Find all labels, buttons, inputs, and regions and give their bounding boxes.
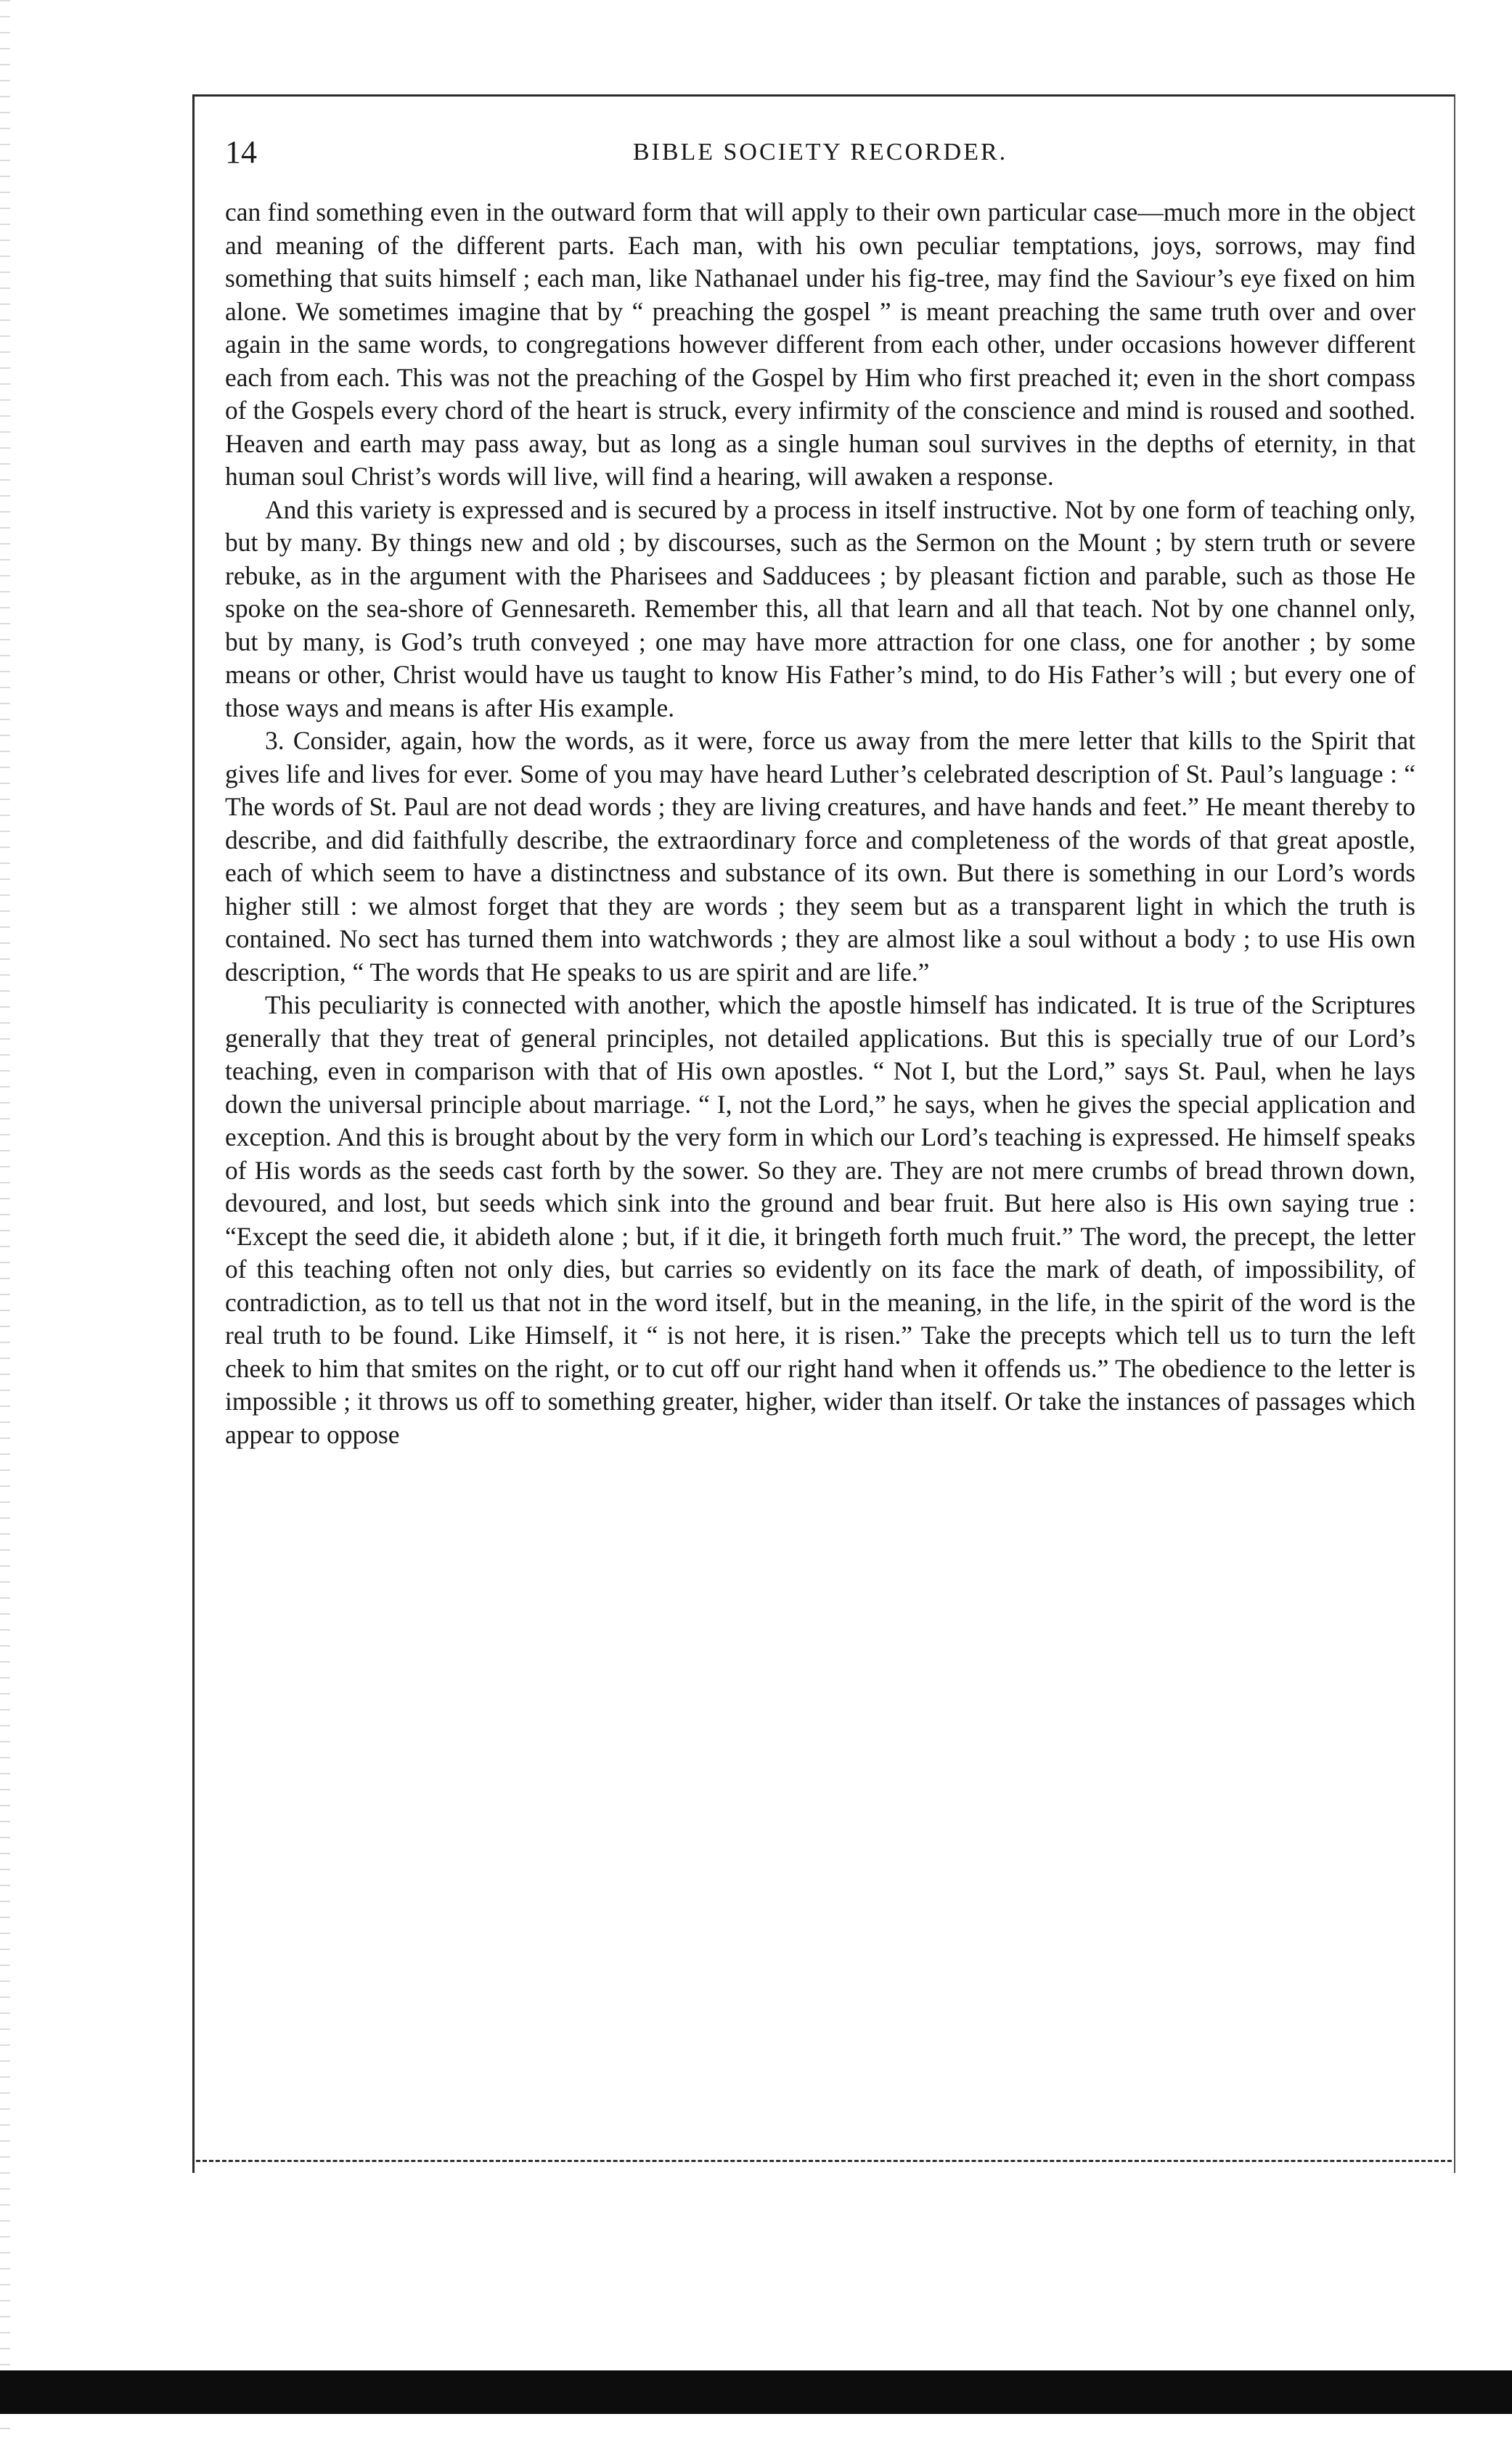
bottom-rule (196, 2160, 1452, 2162)
paragraph-variety: And this variety is expressed and is secured by a process in itself instructive. Not by one form of teaching only, but by many. By things new and old ; by discourses, such as the Sermon on the Mount ; by stern truth or severe rebuke, as in the argument with the Pharisees and Sadducees ; by pleasant fiction and parable, such as those He spoke on the sea-shore of Gennesareth. Remember this, all that learn and all that teach. Not by one channel only, but by many, is God’s truth conveyed ; one may have more attraction for one class, one for another ; by some means or other, Christ would have us taught to know His Father’s mind, to do His Father’s will ; but every one of those ways and means is after His example. (225, 494, 1415, 722)
paragraph-point-three: 3. Consider, again, how the words, as it were, force us away from the mere letter that kills to the Spirit that gives life and lives for ever. Some of you may have heard Luther’s celebrated description of St. Paul’s language : “ The words of St. Paul are not dead words ; they are living creatures, and have hands and feet.” He meant thereby to describe, and did faithfully describe, the extraordinary force and completeness of the words of that great apostle, each of which seem to have a distinctness and substance of its own. But there is something in our Lord’s words higher still : we almost forget that they are words ; they seem but as a transparent light in which the truth is contained. No sect has turned them into watchwords ; they are almost like a soul without a body ; to use His own description, “ The words that He speaks to us are spirit and are life.” (225, 726, 1415, 987)
paragraph-continued: can find something even in the outward form that will apply to their own particular case—much more in the object and meaning of the different parts. Each man, with his own peculiar temptations, joys, sorrows, may find something that suits himself ; each man, like Nathanael under his fig-tree, may find the Saviour’s eye fixed on him alone. We sometimes imagine that by “ preaching the gospel ” is meant preaching the same truth over and over again in the same words, to congregations however different from each other, under occasions however different each from each. This was not the preaching of the Gospel by Him who first preached it; even in the short compass of the Gospels every chord of the heart is struck, every infirmity of the conscience and mind is roused and soothed. Heaven and earth may pass away, but as long as a single human soul survives in the depths of eternity, in that human soul Christ’s words will live, will find a hearing, will awaken a response. (225, 197, 1415, 491)
page-number: 14 (225, 134, 257, 170)
scan-edge-bar (0, 2370, 1512, 2414)
article-body (225, 196, 1415, 2105)
running-head (225, 131, 1415, 174)
journal-title: BIBLE SOCIETY RECORDER. (632, 139, 1008, 166)
scan-margin-specks (0, 0, 10, 2443)
paragraph-peculiarity: This peculiarity is connected with another, which the apostle himself has indicated. It is true of the Scriptures generally that they treat of general principles, not detailed applications. But this is specially true of our Lord’s teaching, even in comparison with that of His own apostles. “ Not I, but the Lord,” says St. Paul, when he lays down the universal principle about marriage. “ I, not the Lord,” he says, when he gives the special application and exception. And this is brought about by the very form in which our Lord’s teaching is expressed. He himself speaks of His words as the seeds cast forth by the sower. So they are. They are not mere crumbs of bread thrown down, devoured, and lost, but seeds which sink into the ground and bear fruit. But here also is His own saying true : “Except the seed die, it abideth alone ; but, if it die, it bringeth forth much fruit.” The word, the precept, the letter of this teaching often not only dies, but carries so evidently on its face the mark of death, of impossibility, of contradiction, as to tell us that not in the word itself, but in the meaning, in the life, in the spirit of the word is the real truth to be found. Like Himself, it “ is not here, it is risen.” Take the precepts which tell us to turn the left cheek to him that smites on the right, or to cut off our right hand when it offends us.” The obedience to the letter is impossible ; it throws us off to something greater, higher, wider than itself. Or take the instances of passages which appear to oppose (225, 990, 1415, 1449)
